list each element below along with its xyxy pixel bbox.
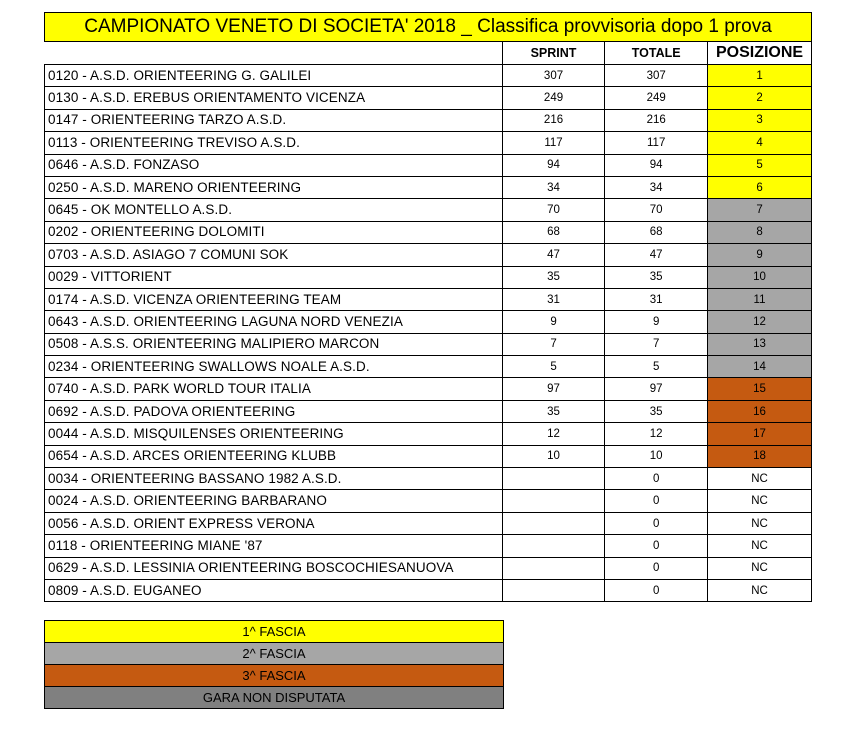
sprint-cell: 35 — [502, 400, 605, 422]
team-cell: 0809 - A.S.D. EUGANEO — [45, 579, 503, 601]
sprint-cell: 307 — [502, 65, 605, 87]
sprint-cell: 34 — [502, 176, 605, 198]
table-row — [45, 199, 812, 221]
totale-cell: 68 — [605, 221, 708, 243]
table-row — [45, 400, 812, 422]
totale-cell: 10 — [605, 445, 708, 467]
legend-fascia3: 3^ FASCIA — [45, 665, 504, 687]
sprint-cell: 31 — [502, 288, 605, 310]
totale-cell: 7 — [605, 333, 708, 355]
team-cell: 0645 - OK MONTELLO A.S.D. — [45, 199, 503, 221]
sprint-cell: 35 — [502, 266, 605, 288]
header-row — [45, 42, 812, 65]
standings-sheet — [44, 12, 812, 602]
legend-table — [44, 620, 504, 709]
position-cell: NC — [708, 512, 812, 534]
sprint-cell: 12 — [502, 423, 605, 445]
title-row — [45, 13, 812, 42]
position-cell: 11 — [708, 288, 812, 310]
team-cell: 0130 - A.S.D. EREBUS ORIENTAMENTO VICENZA — [45, 87, 503, 109]
table-row — [45, 311, 812, 333]
sprint-cell: 249 — [502, 87, 605, 109]
team-cell: 0629 - A.S.D. LESSINIA ORIENTEERING BOSCOCHIESANUOVA — [45, 557, 503, 579]
position-cell: 17 — [708, 423, 812, 445]
sheet-title: CAMPIONATO VENETO DI SOCIETA' 2018 _ Classifica provvisoria dopo 1 prova — [45, 13, 812, 42]
totale-cell: 0 — [605, 468, 708, 490]
sprint-cell — [502, 512, 605, 534]
sprint-cell: 117 — [502, 132, 605, 154]
sprint-cell — [502, 579, 605, 601]
team-cell: 0034 - ORIENTEERING BASSANO 1982 A.S.D. — [45, 468, 503, 490]
totale-cell: 0 — [605, 535, 708, 557]
sprint-cell: 97 — [502, 378, 605, 400]
totale-cell: 9 — [605, 311, 708, 333]
table-row — [45, 176, 812, 198]
table-row — [45, 423, 812, 445]
table-row — [45, 579, 812, 601]
sprint-cell: 7 — [502, 333, 605, 355]
totale-cell: 0 — [605, 512, 708, 534]
position-cell: NC — [708, 468, 812, 490]
totale-cell: 47 — [605, 244, 708, 266]
totale-cell: 0 — [605, 579, 708, 601]
position-cell: 14 — [708, 356, 812, 378]
totale-cell: 35 — [605, 266, 708, 288]
table-row — [45, 557, 812, 579]
position-cell: 5 — [708, 154, 812, 176]
position-cell: 9 — [708, 244, 812, 266]
sprint-cell — [502, 490, 605, 512]
position-cell: 7 — [708, 199, 812, 221]
totale-cell: 216 — [605, 109, 708, 131]
sprint-cell — [502, 468, 605, 490]
table-row — [45, 87, 812, 109]
totale-cell: 117 — [605, 132, 708, 154]
totale-cell: 0 — [605, 557, 708, 579]
totale-cell: 5 — [605, 356, 708, 378]
team-cell: 0118 - ORIENTEERING MIANE '87 — [45, 535, 503, 557]
position-cell: 16 — [708, 400, 812, 422]
legend-row — [45, 665, 504, 687]
position-cell: 18 — [708, 445, 812, 467]
sprint-cell: 94 — [502, 154, 605, 176]
table-row — [45, 109, 812, 131]
totale-cell: 307 — [605, 65, 708, 87]
legend-row — [45, 687, 504, 709]
position-cell: NC — [708, 579, 812, 601]
table-row — [45, 288, 812, 310]
legend-row — [45, 621, 504, 643]
table-row — [45, 266, 812, 288]
team-cell: 0202 - ORIENTEERING DOLOMITI — [45, 221, 503, 243]
team-cell: 0147 - ORIENTEERING TARZO A.S.D. — [45, 109, 503, 131]
totale-cell: 249 — [605, 87, 708, 109]
position-cell: NC — [708, 535, 812, 557]
sprint-cell — [502, 557, 605, 579]
totale-cell: 31 — [605, 288, 708, 310]
sprint-cell: 70 — [502, 199, 605, 221]
table-row — [45, 244, 812, 266]
position-cell: 15 — [708, 378, 812, 400]
position-cell: 8 — [708, 221, 812, 243]
position-cell: 2 — [708, 87, 812, 109]
table-row — [45, 378, 812, 400]
table-row — [45, 333, 812, 355]
sprint-cell: 5 — [502, 356, 605, 378]
position-cell: 1 — [708, 65, 812, 87]
table-row — [45, 445, 812, 467]
sprint-cell — [502, 535, 605, 557]
totale-cell: 94 — [605, 154, 708, 176]
table-row — [45, 154, 812, 176]
table-row — [45, 132, 812, 154]
team-cell: 0740 - A.S.D. PARK WORLD TOUR ITALIA — [45, 378, 503, 400]
header-posizione: POSIZIONE — [708, 42, 812, 65]
legend-fascia2: 2^ FASCIA — [45, 643, 504, 665]
legend-non_disputata: GARA NON DISPUTATA — [45, 687, 504, 709]
header-team-empty — [45, 42, 503, 65]
team-cell: 0056 - A.S.D. ORIENT EXPRESS VERONA — [45, 512, 503, 534]
totale-cell: 35 — [605, 400, 708, 422]
team-cell: 0703 - A.S.D. ASIAGO 7 COMUNI SOK — [45, 244, 503, 266]
team-cell: 0234 - ORIENTEERING SWALLOWS NOALE A.S.D. — [45, 356, 503, 378]
team-cell: 0508 - A.S.S. ORIENTEERING MALIPIERO MARCON — [45, 333, 503, 355]
position-cell: 3 — [708, 109, 812, 131]
legend-row — [45, 643, 504, 665]
team-cell: 0646 - A.S.D. FONZASO — [45, 154, 503, 176]
table-row — [45, 356, 812, 378]
table-row — [45, 221, 812, 243]
team-cell: 0024 - A.S.D. ORIENTEERING BARBARANO — [45, 490, 503, 512]
sprint-cell: 68 — [502, 221, 605, 243]
table-row — [45, 490, 812, 512]
header-totale: TOTALE — [605, 42, 708, 65]
table-row — [45, 512, 812, 534]
table-row — [45, 65, 812, 87]
team-cell: 0044 - A.S.D. MISQUILENSES ORIENTEERING — [45, 423, 503, 445]
standings-table — [44, 12, 812, 602]
totale-cell: 70 — [605, 199, 708, 221]
team-cell: 0654 - A.S.D. ARCES ORIENTEERING KLUBB — [45, 445, 503, 467]
team-cell: 0692 - A.S.D. PADOVA ORIENTEERING — [45, 400, 503, 422]
position-cell: NC — [708, 490, 812, 512]
team-cell: 0029 - VITTORIENT — [45, 266, 503, 288]
totale-cell: 12 — [605, 423, 708, 445]
team-cell: 0250 - A.S.D. MARENO ORIENTEERING — [45, 176, 503, 198]
legend-fascia1: 1^ FASCIA — [45, 621, 504, 643]
totale-cell: 0 — [605, 490, 708, 512]
sprint-cell: 216 — [502, 109, 605, 131]
sprint-cell: 10 — [502, 445, 605, 467]
team-cell: 0113 - ORIENTEERING TREVISO A.S.D. — [45, 132, 503, 154]
position-cell: 4 — [708, 132, 812, 154]
position-cell: 13 — [708, 333, 812, 355]
sprint-cell: 47 — [502, 244, 605, 266]
team-cell: 0643 - A.S.D. ORIENTEERING LAGUNA NORD VENEZIA — [45, 311, 503, 333]
team-cell: 0120 - A.S.D. ORIENTEERING G. GALILEI — [45, 65, 503, 87]
sprint-cell: 9 — [502, 311, 605, 333]
position-cell: 6 — [708, 176, 812, 198]
table-row — [45, 468, 812, 490]
header-sprint: SPRINT — [502, 42, 605, 65]
position-cell: 12 — [708, 311, 812, 333]
position-cell: NC — [708, 557, 812, 579]
totale-cell: 97 — [605, 378, 708, 400]
team-cell: 0174 - A.S.D. VICENZA ORIENTEERING TEAM — [45, 288, 503, 310]
totale-cell: 34 — [605, 176, 708, 198]
table-row — [45, 535, 812, 557]
position-cell: 10 — [708, 266, 812, 288]
